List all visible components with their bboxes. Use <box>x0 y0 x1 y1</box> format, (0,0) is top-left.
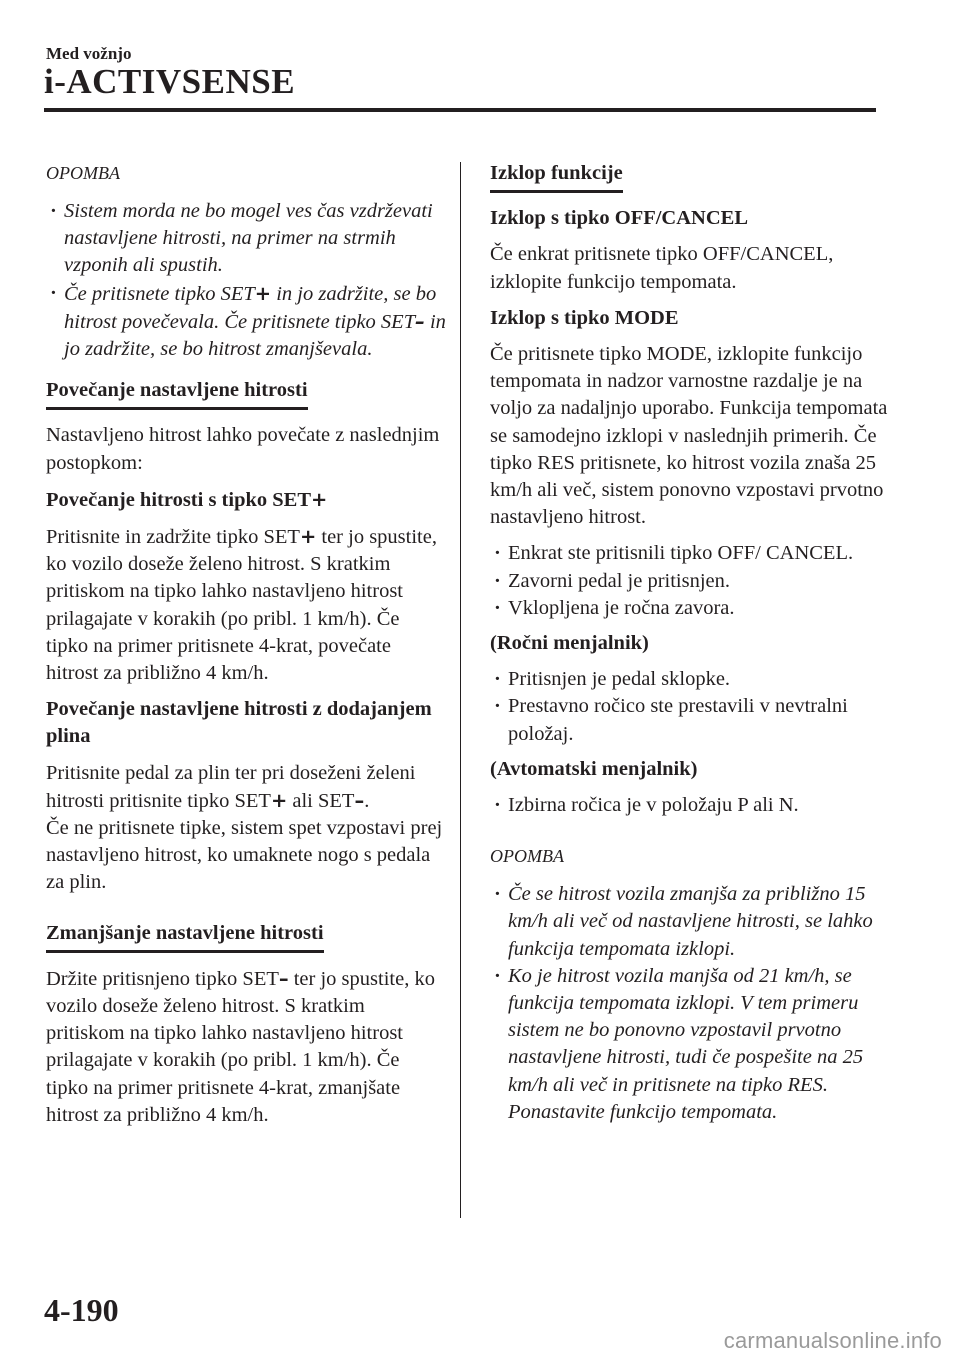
paragraph: Nastavljeno hitrost lahko povečate z naslednjim postopkom: <box>46 424 440 474</box>
note-title: OPOMBA <box>46 163 120 183</box>
paragraph: Če ne pritisnete tipke, sistem spet vzpostavi prej nastavljeno hitrost, ko umaknete nogo s pedala za plin. <box>46 817 443 894</box>
section-heading: Povečanje nastavljene hitrosti <box>46 377 308 410</box>
paragraph: Pritisnite in zadržite tipko SET+ ter jo spustite, ko vozilo doseže želeno hitrost. S kratkim pritiskom na tipko lahko nastavljeno hitrost prilagajate v korakih (po pribl. 1 km/h). Če tipko na primer pritisnete 4-krat, povečate hitrost za približno 4 km/h. <box>46 525 437 685</box>
condition-list <box>490 540 890 622</box>
subheading: Povečanje nastavljene hitrosti z dodajanjem plina <box>46 698 432 748</box>
subheading: Izklop s tipko OFF/CANCEL <box>490 207 749 230</box>
watermark: carmanualsonline.info <box>723 1328 942 1353</box>
left-column <box>46 160 446 1138</box>
plus-icon: + <box>299 525 317 549</box>
page-title: i-ACTIVSENSE <box>44 62 296 101</box>
minus-icon: – <box>354 788 365 812</box>
plus-icon: + <box>254 281 272 305</box>
section-heading: Izklop funkcije <box>490 160 623 193</box>
section-heading: Zmanjšanje nastavljene hitrosti <box>46 920 324 953</box>
note-item: · Če se hitrost vozila zmanjša za približno 15 km/h ali več od nastavljene hitrosti, se lahko funkcija tempomata izklopi. <box>490 881 890 963</box>
subheading: (Avtomatski menjalnik) <box>490 757 698 780</box>
note-list <box>490 881 890 1126</box>
paragraph: Če enkrat pritisnete tipko OFF/CANCEL, izklopite funkcijo tempomata. <box>490 243 834 293</box>
list-item: · Pritisnjen je pedal sklopke. <box>490 666 890 693</box>
section-label: Med vožnjo <box>46 44 132 63</box>
subheading: Izklop s tipko MODE <box>490 306 679 329</box>
subheading: (Ročni menjalnik) <box>490 632 649 655</box>
note-list <box>46 198 446 363</box>
plus-icon: + <box>270 788 288 812</box>
condition-list <box>490 792 890 819</box>
paragraph: Če pritisnete tipko MODE, izklopite funkcijo tempomata in nadzor varnostne razdalje je na voljo za nadaljnjo uporabo. Funkcija tempomata se samodejno izklopi v naslednjih primerih. Če tipko RES pritisnete, ko hitrost vozila znaša 25 km/h ali več, sistem ponovno vzpostavi prvotno nastavljeno hitrost. <box>490 343 888 529</box>
header-rule <box>44 108 876 112</box>
note-item: · Sistem morda ne bo mogel ves čas vzdrževati nastavljene hitrosti, na primer na strmih vzponih ali spustih. <box>46 198 446 280</box>
paragraph: Pritisnite pedal za plin ter pri doseženi želeni hitrosti pritisnite tipko SET+ ali SET–. <box>46 761 416 812</box>
minus-icon: – <box>415 309 425 333</box>
paragraph: Držite pritisnjeno tipko SET– ter jo spustite, ko vozilo doseže želeno hitrost. S kratkim pritiskom na tipko lahko nastavljeno hitrost prilagajate v korakih (po pribl. 1 km/h). Če tipko na primer pritisnete 4-krat, zmanjšate hitrost za približno 4 km/h. <box>46 966 435 1126</box>
list-item: · Enkrat ste pritisnili tipko OFF/ CANCEL. <box>490 540 890 567</box>
minus-icon: – <box>278 966 289 990</box>
page-number: 4-190 <box>44 1292 119 1328</box>
column-divider <box>460 162 461 1218</box>
right-column <box>490 160 890 1126</box>
plus-icon: + <box>311 487 328 511</box>
note-item: · Če pritisnete tipko SET+ in jo zadržite, se bo hitrost povečevala. Če pritisnete tipko SET– in jo zadržite, se bo hitrost zmanjševala. <box>46 280 446 364</box>
list-item: · Prestavno ročico ste prestavili v nevtralni položaj. <box>490 693 890 747</box>
condition-list <box>490 666 890 748</box>
list-item: · Izbirna ročica je v položaju P ali N. <box>490 792 890 819</box>
note-item: · Ko je hitrost vozila manjša od 21 km/h, se funkcija tempomata izklopi. V tem primeru sistem ne bo ponovno vzpostavil prvotno nastavljene hitrosti, tudi če pospešite na 25 km/h ali več in pritisnete na tipko RES. Ponastavite funkcijo tempomata. <box>490 963 890 1126</box>
list-item: · Zavorni pedal je pritisnjen. <box>490 568 890 595</box>
subheading: Povečanje hitrosti s tipko SET+ <box>46 487 328 511</box>
list-item: · Vklopljena je ročna zavora. <box>490 595 890 622</box>
note-title: OPOMBA <box>490 846 564 867</box>
